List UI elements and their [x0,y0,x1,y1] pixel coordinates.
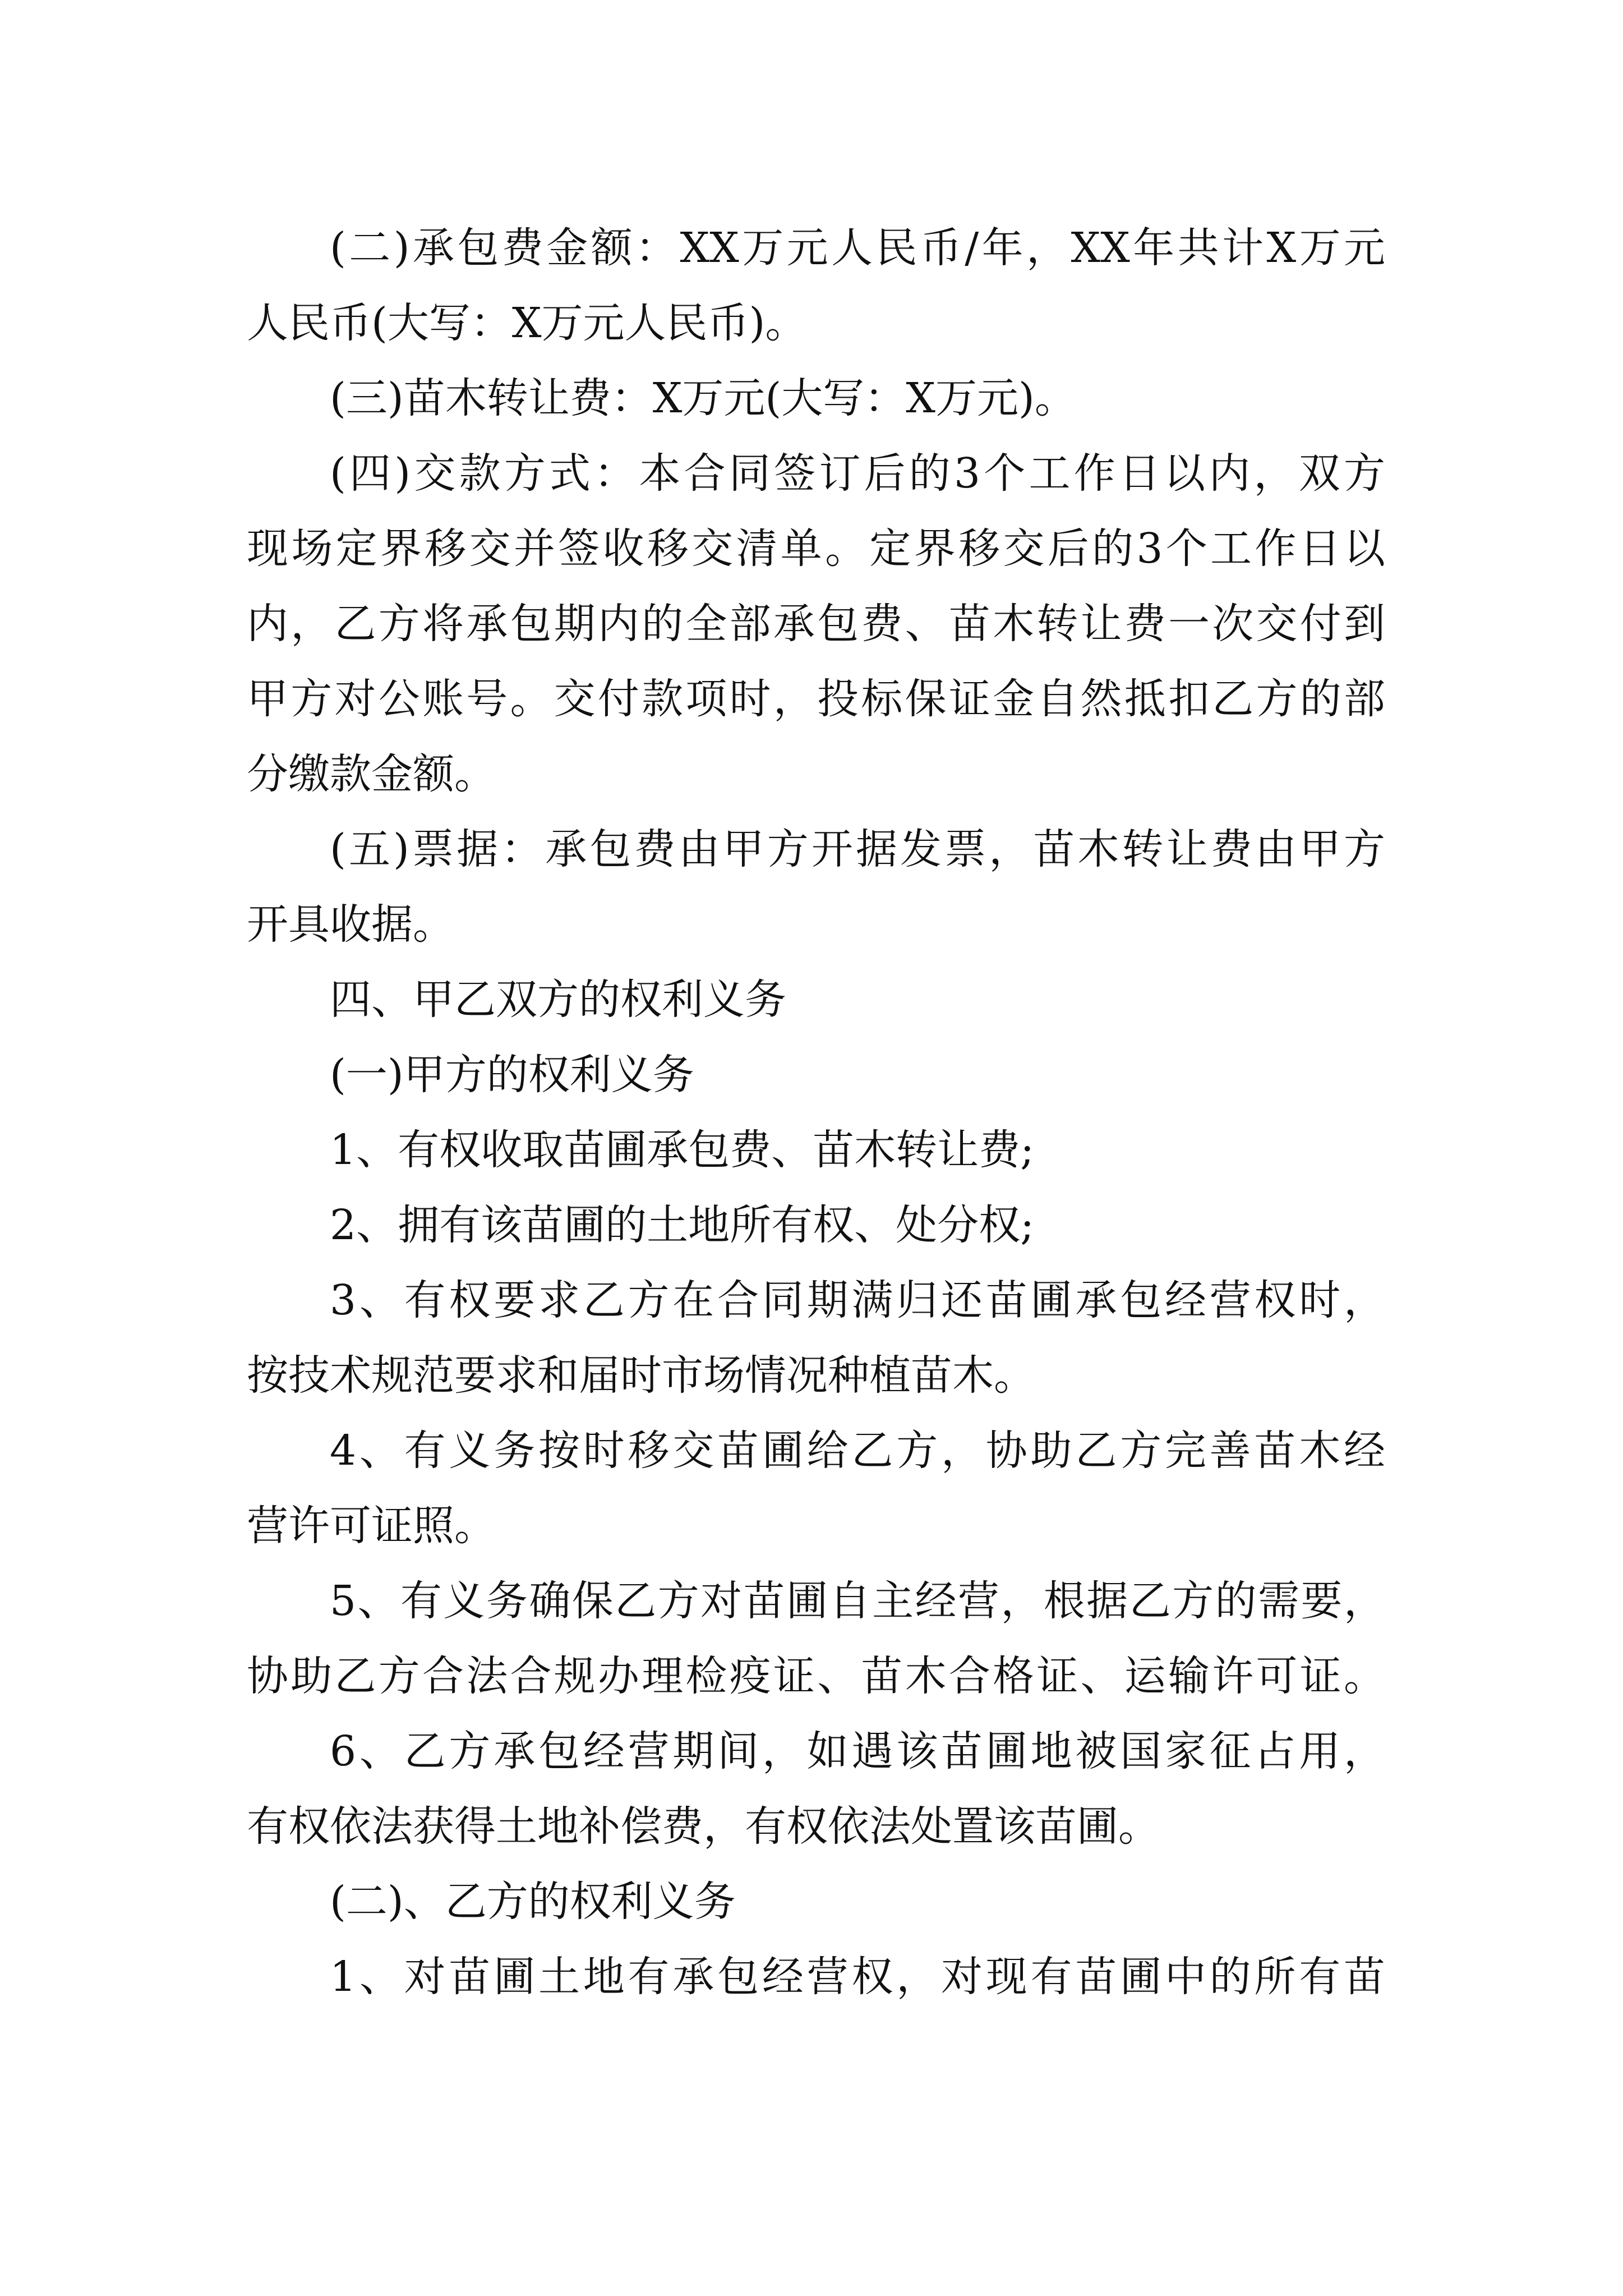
paragraph-line: (四)交款方式：本合同签订后的3个工作日以内，双方 [330,449,1385,498]
list-item: 4、有义务按时移交苗圃给乙方，协助乙方完善苗木经 [330,1427,1385,1475]
list-item: 6、乙方承包经营期间，如遇该苗圃地被国家征占用， [330,1727,1385,1775]
list-item: 1、对苗圃土地有承包经营权，对现有苗圃中的所有苗 [330,1953,1385,2001]
paragraph-line: 内，乙方将承包期内的全部承包费、苗木转让费一次交付到 [247,600,1385,648]
paragraph-line: (三)苗木转让费：X万元(大写：X万元)。 [330,374,1076,422]
paragraph-line: (五)票据：承包费由甲方开据发票，苗木转让费由甲方 [330,825,1385,873]
list-item: 1、有权收取苗圃承包费、苗木转让费; [330,1126,1035,1174]
list-item-continuation: 协助乙方合法合规办理检疫证、苗木合格证、运输许可证。 [247,1652,1385,1700]
list-item-continuation: 有权依法获得土地补偿费，有权依法处置该苗圃。 [247,1802,1160,1851]
paragraph-line: 甲方对公账号。交付款项时，投标保证金自然抵扣乙方的部 [247,675,1385,723]
paragraph-line: 人民币(大写：X万元人民币)。 [247,299,807,347]
list-item: 5、有义务确保乙方对苗圃自主经营，根据乙方的需要， [330,1577,1385,1625]
section-heading: 四、甲乙双方的权利义务 [330,976,786,1024]
list-item-continuation: 营许可证照。 [247,1502,496,1550]
paragraph-line: (二)承包费金额：XX万元人民币/年，XX年共计X万元 [330,224,1385,272]
subsection-heading: (一)甲方的权利义务 [330,1051,694,1099]
list-item: 3、有权要求乙方在合同期满归还苗圃承包经营权时， [330,1276,1385,1324]
paragraph-line: 开具收据。 [247,900,454,949]
document-body [247,210,1385,2014]
list-item-continuation: 按技术规范要求和届时市场情况种植苗木。 [247,1351,1035,1400]
subsection-heading: (二)、乙方的权利义务 [330,1878,736,1926]
list-item: 2、拥有该苗圃的土地所有权、处分权; [330,1201,1035,1249]
paragraph-line: 现场定界移交并签收移交清单。定界移交后的3个工作日以 [247,524,1385,573]
paragraph-line: 分缴款金额。 [247,750,496,798]
